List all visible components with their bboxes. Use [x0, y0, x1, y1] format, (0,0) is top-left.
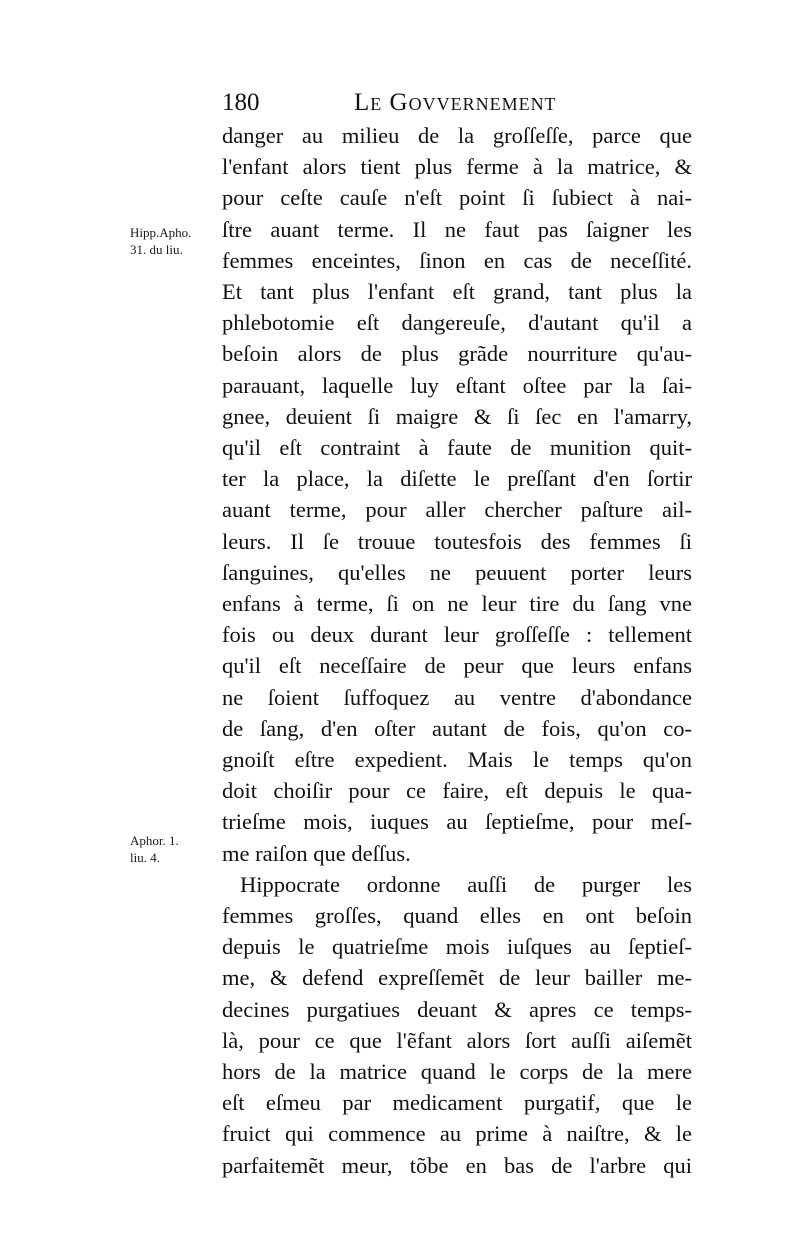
- text-line: parauant, laquelle luy eſtant oſtee par la ſai-: [222, 372, 692, 398]
- text-line: gnoiſt eſtre expedient. Mais le temps qu'on: [222, 747, 692, 772]
- text-line: enfans à terme, ſi on ne leur tire du ſang vne: [222, 591, 692, 616]
- text-line: auant terme, pour aller chercher paſture ail-: [222, 497, 692, 523]
- margin-note-aphorism: [130, 832, 179, 866]
- margin-note-line: Hipp.Apho.: [130, 225, 192, 240]
- text-line: ne ſoient ſuffoquez au ventre d'abondance: [222, 684, 692, 710]
- text-line: fruict qui commence au prime à naiſtre, & le: [222, 1121, 692, 1147]
- text-line: me raiſon que deſſus.: [222, 840, 411, 866]
- text-line: trieſme mois, iuques au ſeptieſme, pour meſ-: [222, 809, 692, 835]
- text-line: beſoin alors de plus grãde nourriture qu'au-: [222, 341, 692, 367]
- text-line: doit choiſir pour ce faire, eſt depuis le qua-: [222, 778, 692, 804]
- text-line: decines purgatiues deuant & apres ce temps-: [222, 996, 692, 1022]
- running-head: [222, 88, 692, 118]
- margin-note-line: 31. du liu.: [130, 242, 183, 257]
- margin-note-line: liu. 4.: [130, 850, 160, 865]
- text-line: ſanguines, qu'elles ne peuuent porter leurs: [222, 559, 692, 585]
- text-line: parfaitemẽt meur, tõbe en bas de l'arbre qui: [222, 1152, 692, 1178]
- text-line: femmes groſſes, quand elles en ont beſoin: [222, 903, 692, 928]
- text-line: fois ou deux durant leur groſſeſſe : tellement: [222, 622, 692, 648]
- text-line: hors de la matrice quand le corps de la mere: [222, 1059, 692, 1084]
- text-line: qu'il eſt neceſſaire de peur que leurs enfans: [222, 653, 692, 679]
- text-line: qu'il eſt contraint à faute de munition quit-: [222, 435, 692, 460]
- text-line: l'enfant alors tient plus ferme à la matrice, &: [222, 154, 692, 180]
- text-line: gnee, deuient ſi maigre & ſi ſec en l'amarry,: [222, 403, 692, 429]
- text-line: ſtre auant terme. Il ne faut pas ſaigner les: [222, 216, 692, 242]
- text-line: de ſang, d'en oſter autant de fois, qu'on co-: [222, 715, 692, 741]
- text-line: femmes enceintes, ſinon en cas de neceſſité.: [222, 247, 692, 273]
- page-number: 180: [222, 89, 260, 116]
- text-line: phlebotomie eſt dangereuſe, d'autant qu'il a: [222, 310, 692, 336]
- text-line: ter la place, la diſette le preſſant d'en ſortir: [222, 466, 692, 492]
- text-line: eſt eſmeu par medicament purgatif, que le: [222, 1090, 692, 1116]
- margin-note-hippocrates: [130, 224, 191, 258]
- text-line: danger au milieu de la groſſeſſe, parce que: [222, 123, 692, 148]
- text-line: là, pour ce que l'ẽfant alors ſort auſſi aiſemẽt: [222, 1027, 692, 1053]
- margin-note-line: Aphor. 1.: [130, 833, 179, 848]
- text-line: Hippocrate ordonne auſſi de purger les: [240, 871, 692, 897]
- text-line: pour ceſte cauſe n'eſt point ſi ſubiect à nai-: [222, 185, 692, 211]
- running-title: Le Govvernement: [354, 89, 557, 116]
- text-line: leurs. Il ſe trouue toutesfois des femmes ſi: [222, 528, 692, 554]
- text-line: Et tant plus l'enfant eſt grand, tant plus la: [222, 279, 692, 304]
- text-line: depuis le quatrieſme mois iuſques au ſeptieſ-: [222, 934, 692, 960]
- text-line: me, & defend expreſſemẽt de leur bailler me-: [222, 965, 692, 991]
